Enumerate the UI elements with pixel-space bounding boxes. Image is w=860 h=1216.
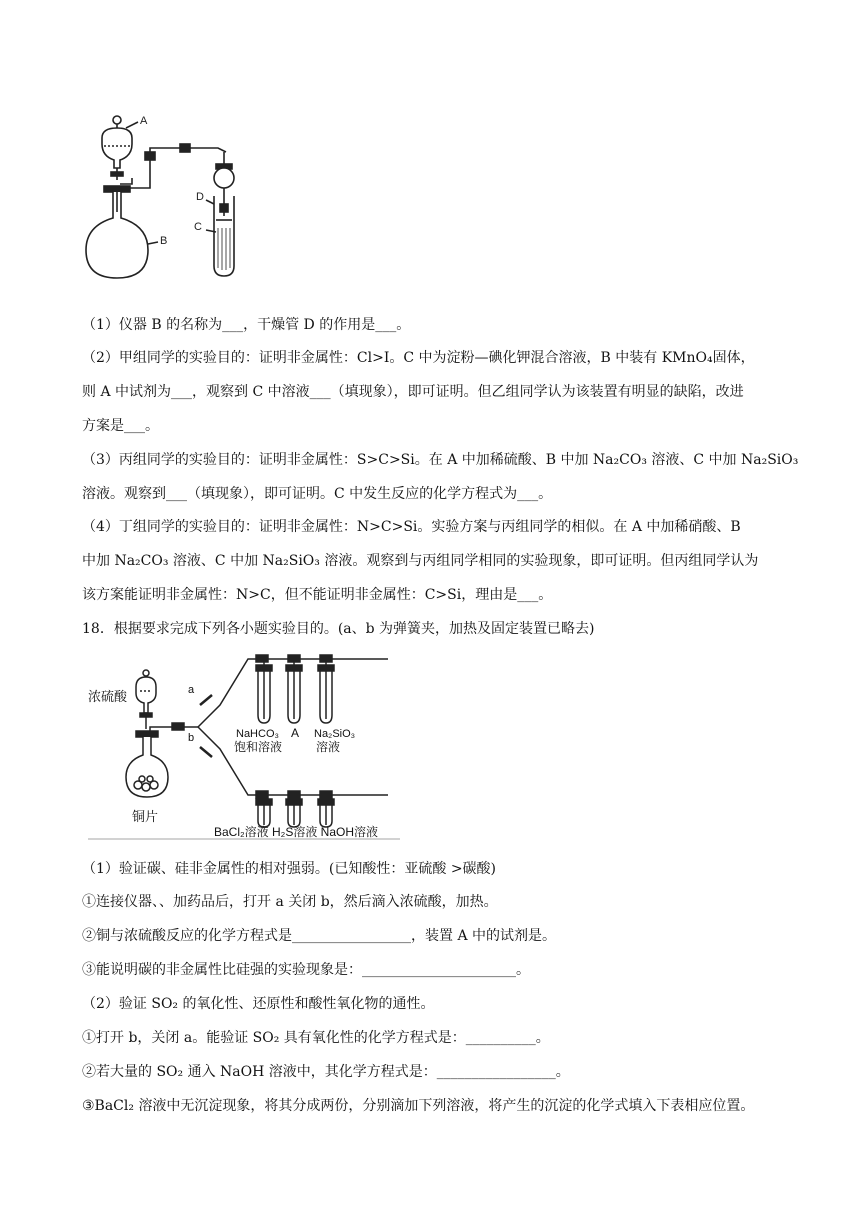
q17-part3-line1: （3）丙组同学的实验目的：证明非金属性：S>C>Si。在 A 中加稀硫酸、B 中加 Na₂CO₃ 溶液、C 中加 Na₂SiO₃ (82, 452, 799, 468)
apparatus-1-svg (80, 108, 260, 288)
q18-sub2-item3: ③BaCl₂ 溶液中无沉淀现象，将其分成两份，分别滴加下列溶液，将产生的沉淀的化学式填入下表相应位置。 (82, 1098, 755, 1114)
q17-part3-line2: 溶液。观察到___（填现象），即可证明。C 中发生反应的化学方程式为___。 (82, 486, 553, 502)
tube-na2sio3-line1: Na₂SiO₃ (314, 728, 356, 740)
bottom-tube-labels: BaCl₂溶液 H₂S溶液 NaOH溶液 (214, 825, 379, 839)
label-b: B (160, 235, 168, 247)
apparatus-2-svg (88, 645, 400, 845)
tube-nahco3-line1: NaHCO₃ (236, 728, 279, 740)
apparatus-figure-1 (80, 108, 260, 288)
q18-sub1-item2: ②铜与浓硫酸反应的化学方程式是_________________，装置 A 中的试剂是。 (82, 928, 557, 944)
q18-sub1-item1: ①连接仪器、、加药品后，打开 a 关闭 b，然后滴入浓硫酸，加热。 (82, 894, 498, 910)
q18-sub1-title: （1）验证碳、硅非金属性的相对强弱。(已知酸性：亚硫酸 >碳酸) (82, 861, 497, 877)
q17-part4-line2: 中加 Na₂CO₃ 溶液、C 中加 Na₂SiO₃ 溶液。观察到与丙组同学相同的实验现象，即可证明。但丙组同学认为 (82, 553, 759, 569)
label-d: D (196, 191, 204, 203)
apparatus-figure-2 (88, 645, 400, 845)
tube-nahco3-line2: 饱和溶液 (234, 740, 283, 754)
q18-sub2-title: （2）验证 SO₂ 的氧化性、还原性和酸性氧化物的通性。 (82, 996, 435, 1012)
acid-label: 浓硫酸 (88, 689, 128, 704)
q18-sub1-item3: ③能说明碳的非金属性比硅强的实验现象是：______________________。 (82, 962, 530, 978)
valve-b-label: b (188, 732, 195, 744)
q18-sub2-item1: ①打开 b，关闭 a。能验证 SO₂ 具有氧化性的化学方程式是：__________。 (82, 1030, 550, 1046)
q17-part1: （1）仪器 B 的名称为___，干燥管 D 的作用是___。 (82, 317, 411, 333)
label-c: C (194, 221, 202, 233)
q17-part4-line1: （4）丁组同学的实验目的：证明非金属性：N>C>Si。实验方案与丙组同学的相似。在 A 中加稀硝酸、B (82, 519, 741, 535)
copper-label: 铜片 (132, 809, 159, 824)
q18-title: 18．根据要求完成下列各小题实验目的。(a、b 为弹簧夹，加热及固定装置已略去) (82, 621, 595, 637)
q17-part2-line3: 方案是___。 (82, 418, 159, 434)
valve-a-label: a (188, 684, 195, 696)
tube-a-label: A (291, 726, 300, 740)
q17-part4-line3: 该方案能证明非金属性：N>C，但不能证明非金属性：C>Si，理由是___。 (82, 587, 553, 603)
label-a: A (140, 115, 148, 127)
tube-na2sio3-line2: 溶液 (316, 740, 341, 754)
q18-sub2-item2: ②若大量的 SO₂ 通入 NaOH 溶液中，其化学方程式是：_________________。 (82, 1064, 570, 1080)
q17-part2-line2: 则 A 中试剂为___，观察到 C 中溶液___（填现象），即可证明。但乙组同学认为该装置有明显的缺陷，改进 (82, 384, 744, 400)
q17-part2-line1: （2）甲组同学的实验目的：证明非金属性：Cl>I。C 中为淀粉—碘化钾混合溶液，B 中装有 KMnO₄固体， (82, 350, 755, 366)
